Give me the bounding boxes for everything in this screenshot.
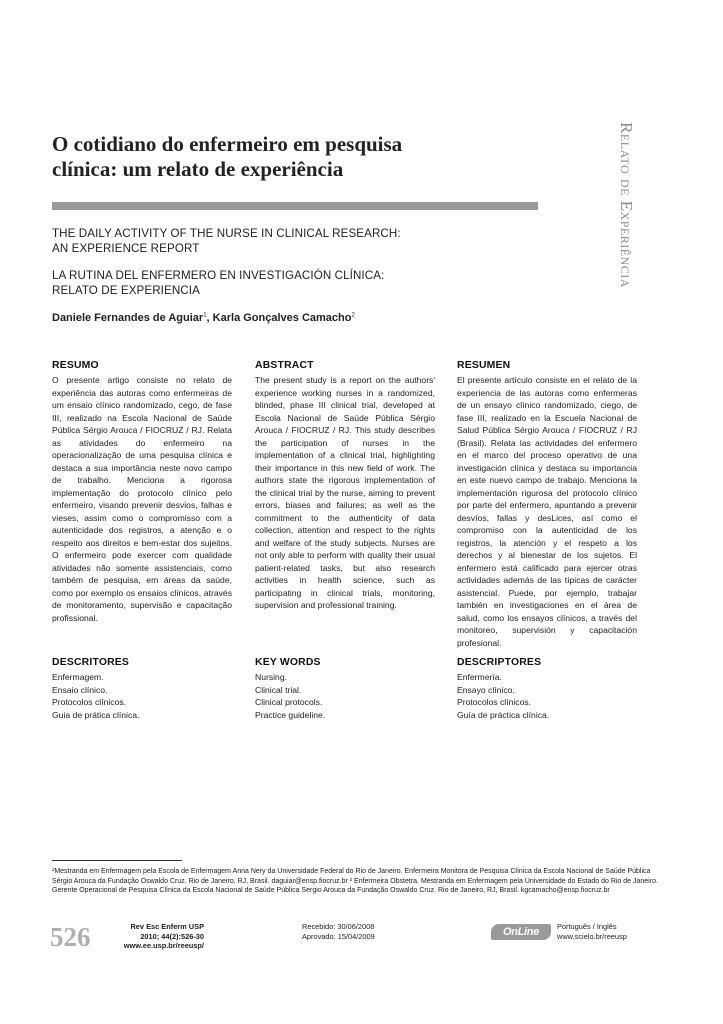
abstract-heading: ABSTRACT — [255, 360, 314, 371]
author-affiliation-marker: 1 — [203, 312, 207, 319]
keyword-item: Protocolos clínicos. — [457, 697, 532, 707]
abstract-text: El presente artículo consiste en el relato de la experiencia de las autoras como enfermeras de un ensayo clínico randomizado, ciego, de fase III, realizado en la Escuela Nacional de Salud Pública Sérgio Arouca / FIOCRUZ / RJ (Brasil). Relata las actividades del enfermero en el marco del proceso operativo de una investigación clínica y destaca su importancia en este nuevo campo de trabajo. Menciona la implementación rigurosa del protocolo clínico por parte del enfermero, apuntando a prevenir desvíos, fallas y desLices, así como el compromiso con la autenticidad de los registros, la atención y el respeto a los derechos y al bienestar de los sujetos. El enfermero está calificado para ejercer otras actividades además de las típicas de carácter asistencial. Puede, por ejemplo, trabajar también en investigaciones en el área de salud, como los ensayos clínicos, a través del monitoreo, supervisión y capacitación profesional. — [457, 375, 637, 648]
keyword-item: Protocolos clínicos. — [52, 697, 127, 707]
journal-name: Rev Esc Enferm USP — [130, 922, 204, 931]
journal-url[interactable]: www.ee.usp.br/reeusp/ — [123, 941, 204, 950]
keywords-heading: DESCRITORES — [52, 657, 130, 668]
author-name: Daniele Fernandes de Aguiar — [52, 312, 204, 324]
keywords-heading: DESCRIPTORES — [457, 657, 542, 668]
online-info — [557, 922, 627, 941]
keyword-list — [52, 671, 232, 721]
title-spanish — [52, 268, 552, 298]
title-english-line: AN EXPERIENCE REPORT — [52, 242, 200, 255]
abstract-portuguese — [52, 360, 232, 624]
keyword-item: Ensaio clínico. — [52, 684, 108, 695]
journal-volume: 2010; 44(2):526-30 — [140, 931, 204, 941]
online-logo-text: OnLine — [502, 926, 540, 938]
keyword-item: Practice guideline. — [255, 709, 326, 720]
author-footnote: ¹Mestranda em Enfermagem pela Escola de Enfermagem Anna Nery da Universidade Federal do Rio de Janeiro. Enfermeira Monitora de Pesquisa Clínica da Escola Nacional de Saúde Pública Sérgio Arouca da Fundação Oswaldo Cruz. Rio de Janeiro, RJ, Brasil. daguiar@ensp.fiocruz.br ² Enfermeira Obstetra. Mestranda em Enfermagem pela Universidade do Estado do Rio de Janeiro. Gerente Operacional de Pesquisa Clínica da Escola Nacional de Saúde Pública Sergio Arouca da Fundação Oswaldo Cruz. Rio de Janeiro, RJ, Brasil. kgcamacho@ensp.fiocruz.br — [52, 868, 658, 895]
abstract-spanish — [457, 360, 637, 649]
keywords-heading: KEY WORDS — [255, 657, 321, 668]
title-divider-bar — [52, 202, 538, 210]
author-separator: , — [206, 312, 213, 324]
title-english — [52, 226, 552, 256]
keyword-list — [457, 671, 637, 721]
keywords-spanish — [457, 657, 637, 721]
abstract-heading: RESUMEN — [457, 360, 511, 371]
keyword-item: Ensayo clínico. — [457, 684, 515, 695]
footnote-rule — [52, 860, 182, 861]
keyword-item: Clinical protocols. — [255, 697, 323, 707]
online-languages: Português / Inglês — [557, 922, 617, 931]
keyword-item: Enfermería. — [457, 672, 502, 682]
author-affiliation-marker: 2 — [351, 312, 355, 319]
submission-dates — [302, 922, 375, 941]
abstract-heading: RESUMO — [52, 360, 99, 371]
keyword-item: Guia de prática clínica. — [52, 709, 140, 720]
keyword-item: Nursing. — [255, 672, 287, 682]
article-title-line: clínica: um relato de experiência — [52, 157, 344, 181]
keywords-english — [255, 657, 435, 721]
approved-date: Aprovado: 15/04/2009 — [302, 931, 375, 941]
abstract-text: O presente artigo consiste no relato de experiência das autoras como enfermeiras de um ensaio clínico randomizado, cego, de fase III, realizado na Escola Nacional de Saúde Pública Sérgio Arouca / FIOCRUZ / RJ. Relata as atividades do enfermeiro na operacionalização de uma pesquisa clínica e destaca a sua importância neste novo campo de trabalho. Menciona a rigorosa implementação do protocolo clínico pelo enfermeiro, visando prevenir desvios, falhas e vieses, assim como o compromisso com a autenticidade dos registros, a atenção e o respeito aos direitos e bem-estar dos sujeitos. O enfermeiro pode exercer com qualidade atividades não somente assistenciais, como também de pesquisa, em áreas da saúde, como por exemplo os ensaios clínicos, através de monitoramento, supervisão e capacitação profissional. — [52, 375, 232, 623]
abstract-text: The present study is a report on the authors' experience working nurses in a randomized, blinded, phase III clinical trial, developed at Escola Nacional de Saúde Pública Sérgio Arouca / FIOCRUZ / RJ. This study describes the participation of nurses in the implementation of a clinical trial, highlighting their importance in this new field of work. The authors state the rigorous implementation of the clinical trial by the nurse, aiming to prevent errors, biases and failures; as well as the commitment to the authenticity of data collection, attention and respect to the rights and welfare of the study subjects. Nurses are not only able to perform with quality their usual patient-related tasks, but also research activities in health science, such as participating in clinical trials, monitoring, supervision and professional training. — [255, 375, 435, 610]
journal-citation — [94, 922, 204, 951]
article-title-line: O cotidiano do enfermeiro em pesquisa — [52, 132, 403, 156]
author-name: Karla Gonçalves Camacho — [212, 312, 352, 324]
abstract-english — [255, 360, 435, 612]
keywords-portuguese — [52, 657, 232, 721]
online-logo — [491, 924, 551, 940]
keyword-list — [255, 671, 435, 721]
title-spanish-line: RELATO DE EXPERIENCIA — [52, 284, 200, 297]
online-url[interactable]: www.scielo.br/reeusp — [557, 931, 627, 941]
page-number: 526 — [50, 922, 91, 952]
keyword-item: Guía de práctica clínica. — [457, 709, 550, 720]
author-list — [52, 312, 355, 324]
received-date: Recebido: 30/06/2008 — [302, 922, 375, 931]
article-title — [52, 132, 552, 182]
title-spanish-line: LA RUTINA DEL ENFERMERO EN INVESTIGACIÓN CLÍNICA: — [52, 269, 385, 282]
keyword-item: Enfermagem. — [52, 672, 104, 682]
section-label: Relato de Experiência — [617, 122, 636, 288]
title-english-line: THE DAILY ACTIVITY OF THE NURSE IN CLINICAL RESEARCH: — [52, 227, 401, 240]
keyword-item: Clinical trial. — [255, 684, 302, 695]
